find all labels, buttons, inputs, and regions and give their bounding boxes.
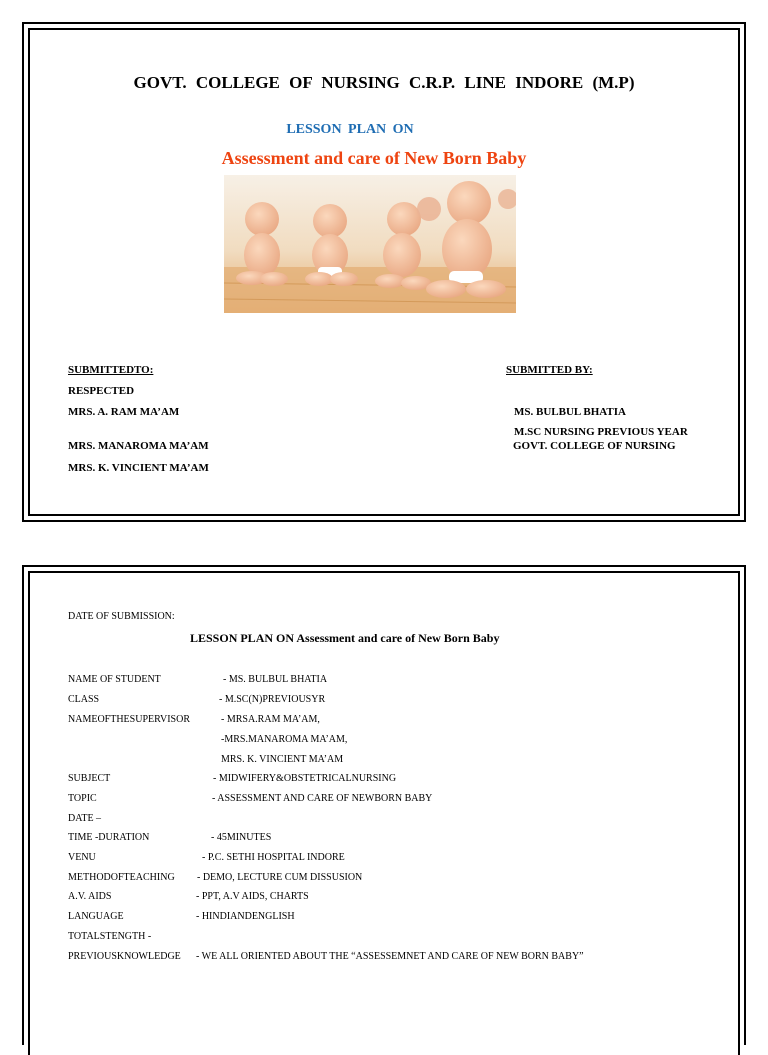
cover-page [22,22,746,522]
row-label: METHODOFTEACHING [68,872,175,883]
row-value: - MRSA.RAM MA’AM, [221,714,320,725]
lesson-title: Assessment and care of New Born Baby [221,148,527,168]
row-value: - DEMO, LECTURE CUM DISSUSION [197,872,363,883]
submitted-to-line: RESPECTED [68,385,135,397]
row-value: - MS. BULBUL BHATIA [223,674,328,685]
row-label: TOTALSTENGTH - [68,931,152,942]
submitted-to-heading: SUBMITTEDTO: [68,364,154,376]
submitted-to-line: MRS. MANAROMA MA’AM [68,440,209,452]
row-label: TIME -DURATION [68,832,150,843]
row-label: VENU [68,852,96,863]
row-value: - ASSESSMENT AND CARE OF NEWBORN BABY [212,793,433,804]
babies-photo [224,175,516,313]
row-label: SUBJECT [68,773,111,784]
row-label: NAMEOFTHESUPERVISOR [68,714,190,725]
submitted-by-line: MS. BULBUL BHATIA [514,406,626,418]
row-value: - P.C. SETHI HOSPITAL INDORE [202,852,345,863]
submitted-to-line: MRS. A. RAM MA’AM [68,406,180,418]
submitted-by-line: M.SC NURSING PREVIOUS YEAR [514,426,688,438]
row-label: CLASS [68,694,100,705]
details-inner-border [28,571,740,1055]
lesson-plan-on-label: LESSON PLAN ON [286,122,414,137]
row-value: MRS. K. VINCIENT MA’AM [221,754,344,765]
submitted-to-line: MRS. K. VINCIENT MA’AM [68,462,209,474]
row-value: - 45MINUTES [211,832,272,843]
row-value: - WE ALL ORIENTED ABOUT THE “ASSESSEMNET AND CARE OF NEW BORN BABY” [196,951,584,962]
submitted-by-line: GOVT. COLLEGE OF NURSING [513,440,676,452]
date-of-submission: DATE OF SUBMISSION: [68,611,175,622]
row-value: - PPT, A.V AIDS, CHARTS [196,891,309,902]
cover-inner-border [28,28,740,516]
row-value: -MRS.MANAROMA MA’AM, [221,734,348,745]
row-value: - MIDWIFERY&OBSTETRICALNURSING [213,773,397,784]
row-label: NAME OF STUDENT [68,674,161,685]
details-page [22,565,746,1045]
row-value: - M.SC(N)PREVIOUSYR [219,694,326,705]
details-title: LESSON PLAN ON Assessment and care of New Born Baby [190,631,500,645]
row-label: DATE – [68,813,102,824]
row-label: TOPIC [68,793,97,804]
college-name: GOVT. COLLEGE OF NURSING C.R.P. LINE INDORE (M.P) [133,73,635,92]
row-value: - HINDIANDENGLISH [196,911,295,922]
row-label: A.V. AIDS [68,891,112,902]
row-label: PREVIOUSKNOWLEDGE [68,951,181,962]
submitted-by-heading: SUBMITTED BY: [506,364,593,376]
row-label: LANGUAGE [68,911,124,922]
